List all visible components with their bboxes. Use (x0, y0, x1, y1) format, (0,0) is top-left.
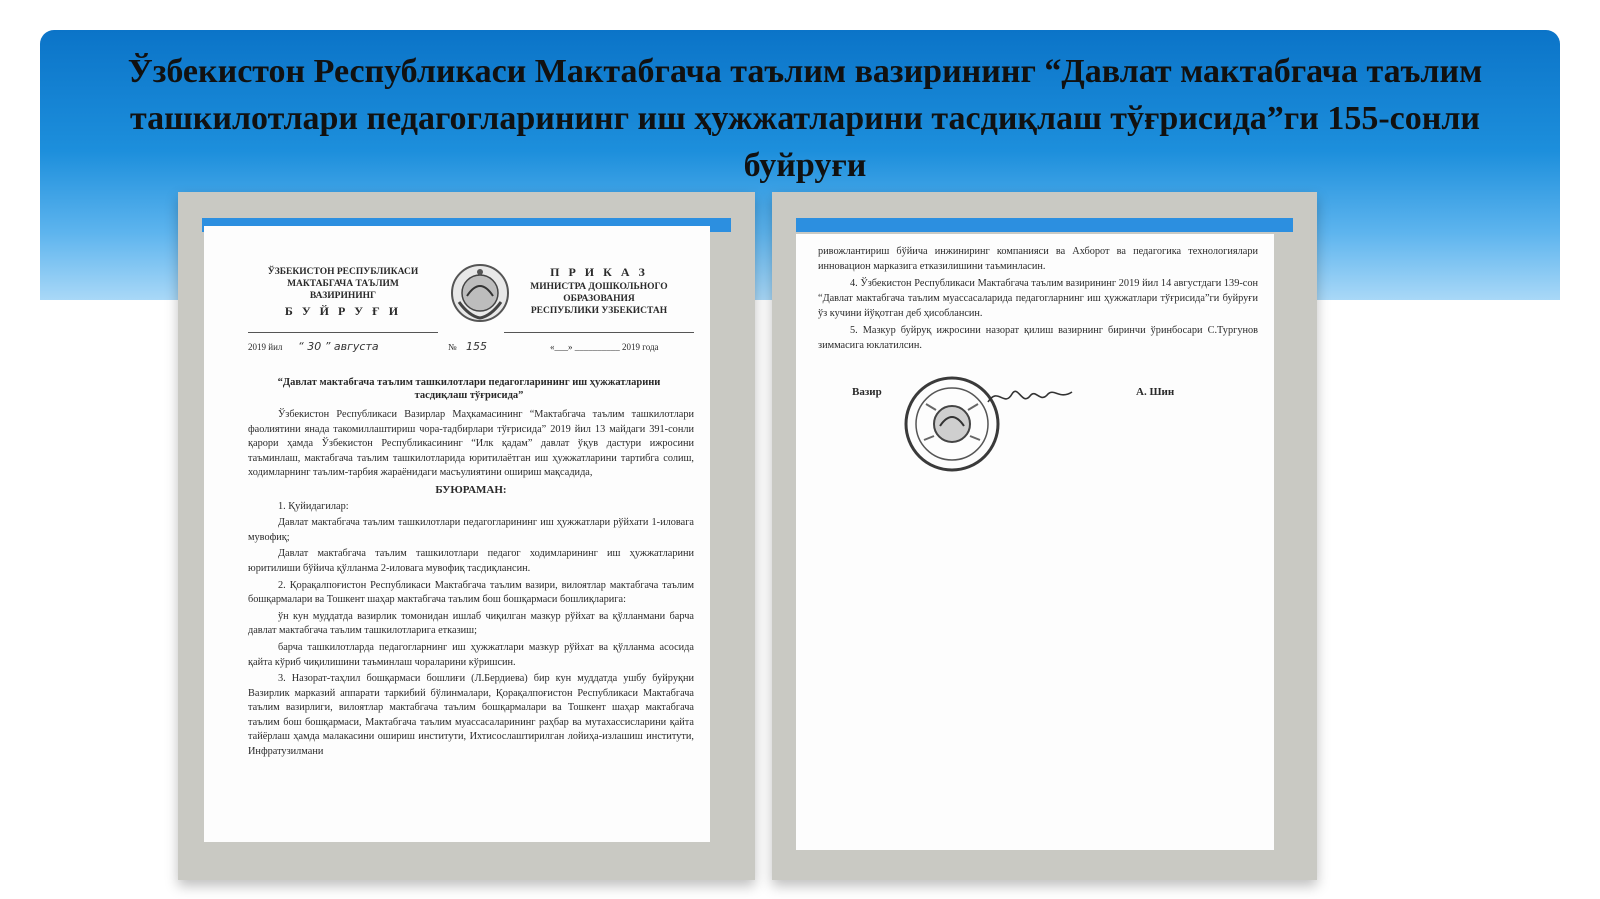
header-title-uzbek: Б У Й Р У Ғ И (284, 304, 402, 318)
list-item: Давлат мактабгача таълим ташкилотлари педагог ходимларининг иш ҳужжатларини юритилиши бўйича қўлланма 2-иловага мувофиқ тасдиқлансин. (248, 548, 694, 574)
document-page-1 (204, 226, 710, 842)
document-page-2 (796, 234, 1274, 850)
header-line: ЎЗБЕКИСТОН РЕСПУБЛИКАСИ (267, 267, 419, 277)
slide-title: Ўзбекистон Республикаси Мактабгача таълим вазирининг “Давлат мактабгача таълим ташкилотлари педагогларининг иш ҳужжатларини тасдиқлаш тўғрисида”ги 155-сонли буйруғи (127, 53, 1483, 184)
handwritten-date: “ 30 ” августа (298, 340, 379, 353)
signature-role: Вазир (852, 386, 882, 398)
header-uzbek (248, 266, 438, 317)
header-line: РЕСПУБЛИКИ УЗБЕКИСТАН (530, 306, 668, 316)
list-item: 2. Қорақалпоғистон Республикаси Мактабгача таълим вазири, вилоятлар мактабгача таълим бошқармалари ва Тошкент шаҳар мактабгача таълим бош бошқармаси бошлиқларига: (248, 579, 694, 606)
paragraph: ривожлантириш бўйича инжиниринг компанияси ва Ахборот ва педагогика технологиялари инновацион марказига етказилишини таъминласин. (818, 246, 1258, 272)
paragraph: 5. Мазкур буйруқ ижросини назорат қилиш вазирнинг биринчи ўринбосари С.Тургунов зиммасига юклатилсин. (818, 325, 1258, 351)
header-line: ОБРАЗОВАНИЯ (563, 294, 635, 304)
document-body-continued (818, 244, 1258, 355)
header-line: МИНИСТРА ДОШКОЛЬНОГО (530, 282, 668, 292)
paragraph: 4. Ўзбекистон Республикаси Мактабгача таълим вазирининг 2019 йил 14 августдаги 139-сон “Давлат мактабгача таълим муассасаларида педагогларнинг иш ҳужжатлари тўғрисида”ги буйруғи ўз кучини йўқотган деб ҳисоблансин. (818, 278, 1258, 319)
handwritten-number: 155 (466, 340, 487, 353)
state-emblem-icon (449, 262, 511, 324)
header-rule-right (504, 332, 694, 333)
intro-paragraph: Ўзбекистон Республикаси Вазирлар Маҳкамасининг “Мактабгача таълим ташкилотлари фаолиятини янада такомиллаштириш чора-тадбирлари тўғрисида” 2019 йил 13 майдаги 391-сонли қарори ҳамда Ўзбекистон Республикасининг “Илк қадам” давлат ўқув дастури ижросини таъминлаш, мактабгача таълим ташкилотларида юритилаётган иш ҳужжатларини тартибга солиш, ходимларнинг таълим-тарбия жараёнидаги масъулиятини ошириш мақсадида, (248, 409, 694, 479)
header-line: МАКТАБГАЧА ТАЪЛИМ (287, 279, 399, 289)
signature-name: А. Шин (1136, 386, 1175, 398)
document-title: “Давлат мактабгача таълим ташкилотлари педагогларининг иш ҳужжатларини тасдиқлаш тўғрисида” (277, 377, 661, 401)
header-line: ВАЗИРИНИНГ (309, 291, 377, 301)
document-body (248, 408, 694, 762)
list-item: Давлат мактабгача таълим ташкилотлари педагогларининг иш ҳужжатлари рўйхати 1-иловага мувофиқ; (248, 517, 694, 543)
header-title-russian: П Р И К А З (550, 265, 648, 279)
list-item: ўн кун муддатда вазирлик томонидан ишлаб чиқилган мазкур рўйхат ва қўлланмани барча давлат мактабгача таълим ташкилотларига етказиш; (248, 610, 694, 637)
handwritten-signature-icon (986, 382, 1076, 412)
number-prefix: № (448, 342, 457, 352)
list-item: барча ташкилотларда педагогларнинг иш ҳужжатлари мазкур рўйхат ва қўлланма асосида қайта кўриб чиқилишини таъминлаш чораларини кўришсин. (248, 641, 694, 668)
date-russian: «___» __________ 2019 года (550, 342, 659, 352)
document-frame-right (772, 192, 1317, 880)
list-item: 3. Назорат-таҳлил бошқармаси бошлиғи (Л.Бердиева) бир кун муддатда ушбу буйруқни Вазирлик марказий аппарати таркибий бўлинмалари, Қорақалпоғистон Республикаси Мактабгача таълим вазирлиги, вилоятлар мактабгача таълим бошқармалари ва Тошкент шаҳар мактабгача таълим бош бошқармаси, Мактабгача таълим муассасаларининг раҳбар ва мутахассисларини қайта тайёрлаш ҳамда малакасини ошириш институти, Ихтисослаштирилган лойиҳа-излашиш институти, Инфратузилмани (248, 673, 694, 758)
header-russian (504, 266, 694, 317)
date-prefix: 2019 йил (248, 342, 283, 352)
header-rule-left (248, 332, 438, 333)
frame-accent-bar (796, 218, 1293, 232)
list-item: 1. Қуйидагилар: (278, 500, 349, 512)
order-heading: БУЮРАМАН: (435, 483, 507, 496)
document-frame-left (178, 192, 755, 880)
